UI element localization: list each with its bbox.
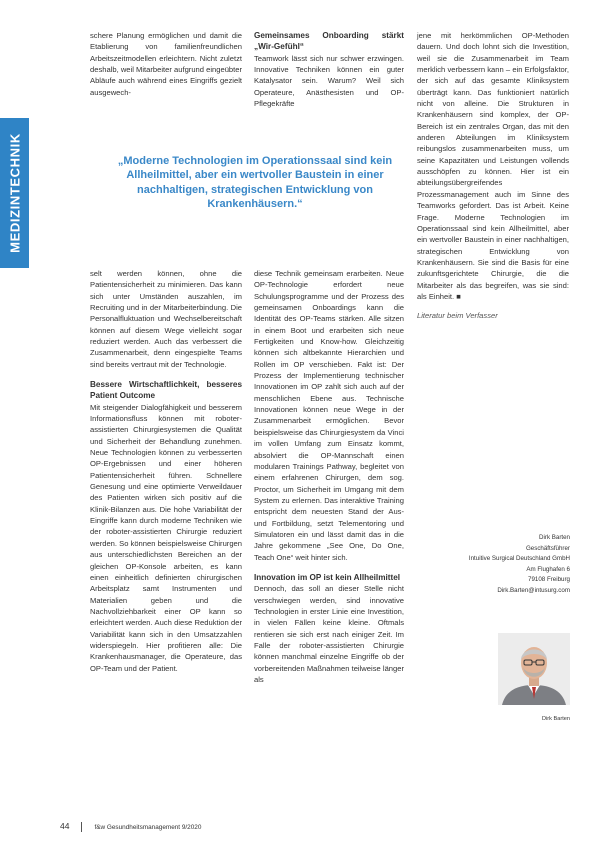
paragraph: Teamwork lässt sich nur schwer erzwingen. Innovative Techniken können ein guter Katalysator sein. Warum? Weil sich Operateure, Anästhesisten und OP-Pflegekräfte: [254, 53, 404, 108]
author-city: 79108 Freiburg: [528, 576, 570, 583]
author-company: Intuitive Surgical Deutschland GmbH: [468, 555, 570, 562]
paragraph-text: jene mit herkömmlichen OP-Methoden dauern. Und doch lohnt sich die Investition, weil sie die Zusammenarbeit im Team merklich verbessern kann – ein Erfolgsfaktor, der sich auf das gesamte Kliniksystem überträgt kann. Das funktioniert natürlich nicht von alleine. Die Strukturen in Krankenhäusern sind komplex, der OP-Bereich ist ein zentrales Organ, das mit den anderen Abteilungen im Kliniksystem reibungslos zusammenarbeiten muss, um seine Kapazitäten und Leistungen vollends ausschöpfen zu können. Hier ist ein abteilungsübergreifendes Prozessmanagement auch im Sinne des Teamworks gefordert. Das ist Arbeit. Keine Frage. Moderne Technologien im Operationssaal sind kein Allheilmittel, aber ein wertvoller Baustein in einer nachhaltigen, strategischen Entwicklung von Krankenhäusern. Sie sind die Basis für eine zukunftsgerichtete Chirurgie, die die Mitarbeiter als das begreifen, was sie sind: als Einheit.: [417, 31, 569, 301]
subheading-economics: Bessere Wirtschaftlichkeit, besseres Patient Outcome: [90, 380, 242, 401]
literature-note: Literatur beim Verfasser: [417, 311, 498, 321]
photo-caption: Dirk Barten: [542, 716, 570, 722]
end-mark: ■: [456, 291, 461, 301]
author-role: Geschäftsführer: [525, 544, 570, 552]
subheading-onboarding: Gemeinsames Onboarding stärkt „Wir-Gefühl“: [254, 31, 404, 52]
paragraph: diese Technik gemeinsam erarbeiten. Neue OP-Technologie erfordert neue Schulungsprogramme und der Prozess des gemeinsamen Onboardings kann die Identität des OP-Teams stärken. Alle sitzen in einem Boot und erarbeiten sich neue Fertigkeiten und Know-how. Gleichzeitig können sich altbekannte Hierarchien und Rollen im OP verschieben. Fakt ist: Der Prozess der Implementierung technischer Innovationen im OP zahlt sich auch auf der menschlichen Ebene aus. Technische Innovationen können neue Wege in der Zusammenarbeit ermöglichen. Bevor beispielsweise das Chirurgiesystem da Vinci im vollen Umfang zum Einsatz kommt, absolviert die OP-Mannschaft einen modularen Trainings Pathway, begleitet von einem erfahrenen Chirurgen, dem sog. Proctor, um Sicherheit im Umgang mit dem System zu erlernen. Das interaktive Training entspricht dem neuesten Stand der Aus- und Fortbildung, setzt Telementoring und Simulatoren ein und lässt damit das in die Jahre gekommene „See One, Do One, Teach One“ weit hinter sich.: [254, 269, 404, 562]
paragraph: Mit steigender Dialogfähigkeit und besserem Informationsfluss können mit roboter-assistierten Chirurgiesystemen die Qualität und Sicherheit der Behandlung zunehmen. Neue Technologien können zu verbesserten OP-Ergebnissen und einer höheren Patientensicherheit führen. Schnellere Genesung und eine optimierte Verweildauer des Patienten wirken sich positiv auf die Klinik-Bilanzen aus. Die hohe Variabilität der Eingriffe kann durch moderne Techniken wie der roboter-assistierten Chirurgie reduziert werden. So können beispielsweise Chirurgen aus unterschiedlichsten Bereichen an der gleichen OP-Konsole arbeiten, es kann einen einheitlich definierten chirurgischen Arbeitsplatz samt Instrumenten und Materialien geben und die Nachvollziehbarkeit einer OP kann so erleichtert werden. Auch diese Reduktion der Variabilität kann sich in den Umsatzzahlen widerspiegeln. Hier profitieren alle: Die Krankenhausmanager, die Operateure, das OP-Team und der Patient.: [90, 402, 242, 673]
author-email[interactable]: Dirk.Barten@intusurg.com: [497, 586, 570, 594]
page-footer: [60, 821, 201, 832]
pull-quote: „Moderne Technologien im Operationssaal sind kein Allheilmittel, aber ein wertvoller Baustein in einer nachhaltigen, strategischen Entwicklung von Krankenhäusern.“: [117, 155, 393, 210]
column-2-bottom: [254, 268, 404, 685]
footer-divider: [81, 822, 82, 832]
paragraph: [417, 30, 569, 302]
column-1-top: [90, 30, 242, 98]
author-name: Dirk Barten: [539, 534, 570, 541]
paragraph: selt werden können, ohne die Patientensicherheit zu minimieren. Das kann sich unter Umständen auszahlen, im Recruiting und in der Mitarbeiterbindung. Die Personalfluktuation und Wechselbereitschaft können auf diesem Wege vielleicht sogar reduziert werden. Auch das verbessert die Zusammenarbeit, denn eingespielte Teams sind bereits vertraut mit der Technologie.: [90, 269, 242, 369]
section-tab-label: MEDIZINTECHNIK: [7, 133, 22, 253]
section-tab: [0, 118, 29, 268]
column-3: [417, 30, 569, 322]
paragraph: schere Planung ermöglichen und damit die Etablierung von familienfreundlichen Arbeitszeitmodellen erleichtern. Nicht zuletzt deshalb, weil Mitarbeiter aufgrund eingeübter Abläufe auch während eines Eingriffs gezielt ausgewech-: [90, 31, 242, 97]
paragraph: Dennoch, das soll an dieser Stelle nicht verschwiegen werden, sind innovative Technologien in erster Linie eine Investition, in vielen Fällen keine kleine. Oftmals rentieren sie sich erst nach einiger Zeit. Im Falle der roboter-assistierten Chirurgie können manchmal einzelne Eingriffe ob der vorbereitenden Maßnahmen teilweise länger als: [254, 584, 404, 684]
column-2-top: [254, 30, 404, 109]
author-street: Am Flughafen 6: [526, 565, 570, 573]
column-1-bottom: [90, 268, 242, 674]
author-photo: [498, 633, 570, 705]
author-block: [440, 533, 570, 596]
subheading-innovation: Innovation im OP ist kein Allheilmittel: [254, 572, 401, 582]
publication-name: f&w Gesundheitsmanagement 9/2020: [94, 824, 202, 831]
page-number: 44: [60, 821, 70, 831]
